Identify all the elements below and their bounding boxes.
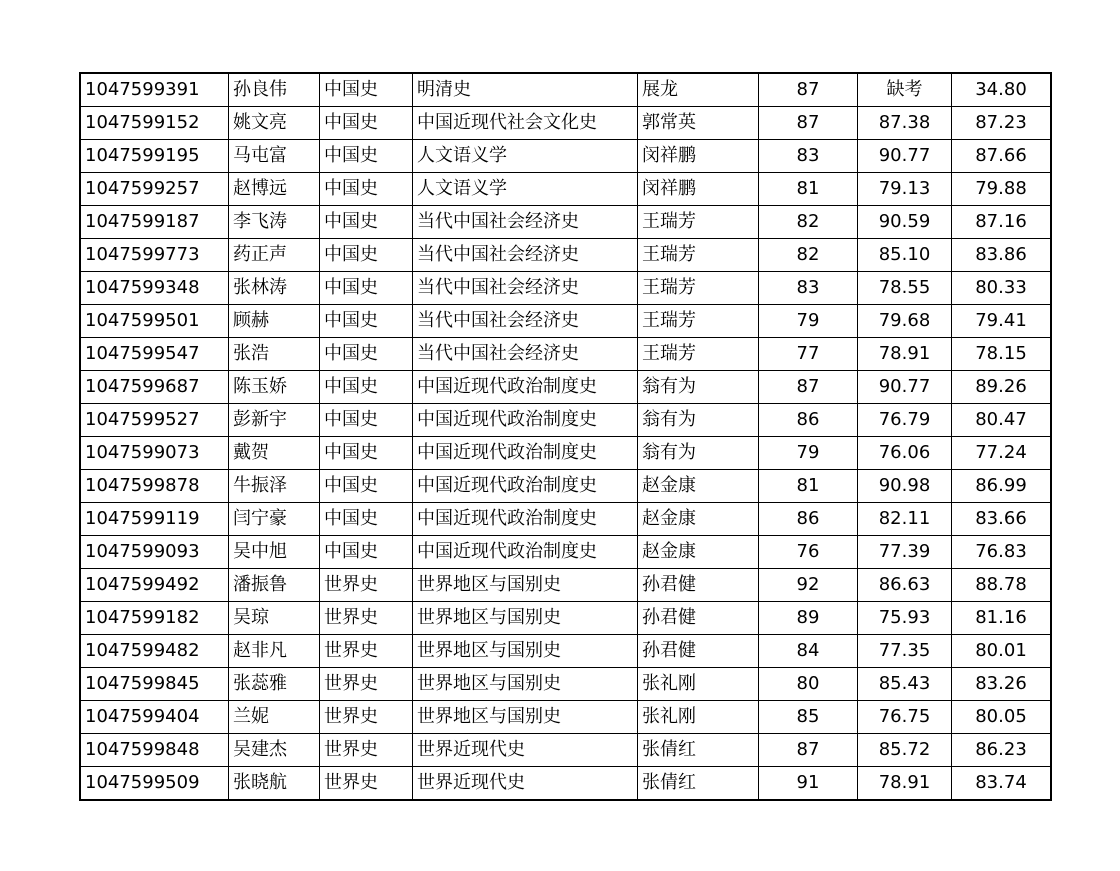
interview-score-cell: 缺考 (858, 73, 952, 107)
student-name-cell: 张蕊雅 (229, 668, 320, 701)
table-row (80, 305, 1051, 338)
advisor-cell: 翁有为 (638, 437, 759, 470)
written-score-cell: 80 (759, 668, 858, 701)
research-direction-cell: 中国近现代政治制度史 (413, 503, 638, 536)
subject-cell: 中国史 (320, 371, 413, 404)
student-name-cell: 陈玉娇 (229, 371, 320, 404)
table-row (80, 734, 1051, 767)
advisor-cell: 闵祥鹏 (638, 140, 759, 173)
advisor-cell: 张倩红 (638, 767, 759, 801)
total-score-cell: 77.24 (952, 437, 1052, 470)
student-id-cell: 1047599391 (80, 73, 229, 107)
student-id-cell: 1047599845 (80, 668, 229, 701)
advisor-cell: 孙君健 (638, 602, 759, 635)
subject-cell: 中国史 (320, 437, 413, 470)
interview-score-cell: 85.43 (858, 668, 952, 701)
total-score-cell: 80.33 (952, 272, 1052, 305)
research-direction-cell: 世界地区与国别史 (413, 602, 638, 635)
advisor-cell: 王瑞芳 (638, 206, 759, 239)
subject-cell: 中国史 (320, 107, 413, 140)
written-score-cell: 82 (759, 206, 858, 239)
research-direction-cell: 当代中国社会经济史 (413, 206, 638, 239)
table-row (80, 206, 1051, 239)
subject-cell: 世界史 (320, 701, 413, 734)
interview-score-cell: 90.77 (858, 140, 952, 173)
total-score-cell: 89.26 (952, 371, 1052, 404)
subject-cell: 中国史 (320, 338, 413, 371)
student-id-cell: 1047599187 (80, 206, 229, 239)
subject-cell: 世界史 (320, 734, 413, 767)
total-score-cell: 87.66 (952, 140, 1052, 173)
student-id-cell: 1047599773 (80, 239, 229, 272)
interview-score-cell: 90.98 (858, 470, 952, 503)
total-score-cell: 78.15 (952, 338, 1052, 371)
total-score-cell: 86.99 (952, 470, 1052, 503)
student-name-cell: 李飞涛 (229, 206, 320, 239)
written-score-cell: 89 (759, 602, 858, 635)
student-id-cell: 1047599482 (80, 635, 229, 668)
advisor-cell: 张礼刚 (638, 701, 759, 734)
table-row (80, 536, 1051, 569)
subject-cell: 中国史 (320, 305, 413, 338)
student-id-cell: 1047599492 (80, 569, 229, 602)
interview-score-cell: 75.93 (858, 602, 952, 635)
interview-score-cell: 86.63 (858, 569, 952, 602)
table-row (80, 569, 1051, 602)
student-id-cell: 1047599073 (80, 437, 229, 470)
student-name-cell: 赵非凡 (229, 635, 320, 668)
interview-score-cell: 85.72 (858, 734, 952, 767)
total-score-cell: 79.41 (952, 305, 1052, 338)
table-row (80, 635, 1051, 668)
table-row (80, 437, 1051, 470)
student-name-cell: 药正声 (229, 239, 320, 272)
interview-score-cell: 76.75 (858, 701, 952, 734)
table-row (80, 404, 1051, 437)
research-direction-cell: 世界地区与国别史 (413, 635, 638, 668)
research-direction-cell: 当代中国社会经济史 (413, 338, 638, 371)
advisor-cell: 郭常英 (638, 107, 759, 140)
student-name-cell: 吴中旭 (229, 536, 320, 569)
table-row (80, 338, 1051, 371)
interview-score-cell: 79.68 (858, 305, 952, 338)
total-score-cell: 83.74 (952, 767, 1052, 801)
written-score-cell: 84 (759, 635, 858, 668)
research-direction-cell: 世界近现代史 (413, 767, 638, 801)
research-direction-cell: 世界地区与国别史 (413, 701, 638, 734)
student-name-cell: 张浩 (229, 338, 320, 371)
subject-cell: 中国史 (320, 140, 413, 173)
research-direction-cell: 当代中国社会经济史 (413, 305, 638, 338)
interview-score-cell: 77.35 (858, 635, 952, 668)
advisor-cell: 张倩红 (638, 734, 759, 767)
written-score-cell: 79 (759, 437, 858, 470)
table-row (80, 371, 1051, 404)
research-direction-cell: 人文语义学 (413, 140, 638, 173)
total-score-cell: 83.86 (952, 239, 1052, 272)
research-direction-cell: 当代中国社会经济史 (413, 272, 638, 305)
total-score-cell: 83.26 (952, 668, 1052, 701)
subject-cell: 中国史 (320, 239, 413, 272)
student-id-cell: 1047599547 (80, 338, 229, 371)
subject-cell: 中国史 (320, 536, 413, 569)
research-direction-cell: 世界地区与国别史 (413, 569, 638, 602)
student-name-cell: 赵博远 (229, 173, 320, 206)
research-direction-cell: 中国近现代政治制度史 (413, 470, 638, 503)
interview-score-cell: 90.77 (858, 371, 952, 404)
subject-cell: 中国史 (320, 470, 413, 503)
advisor-cell: 王瑞芳 (638, 338, 759, 371)
advisor-cell: 赵金康 (638, 536, 759, 569)
total-score-cell: 87.23 (952, 107, 1052, 140)
interview-score-cell: 78.91 (858, 767, 952, 801)
research-direction-cell: 世界地区与国别史 (413, 668, 638, 701)
table-row (80, 272, 1051, 305)
student-id-cell: 1047599848 (80, 734, 229, 767)
subject-cell: 中国史 (320, 173, 413, 206)
written-score-cell: 86 (759, 503, 858, 536)
total-score-cell: 83.66 (952, 503, 1052, 536)
student-name-cell: 吴琼 (229, 602, 320, 635)
advisor-cell: 闵祥鹏 (638, 173, 759, 206)
student-name-cell: 孙良伟 (229, 73, 320, 107)
total-score-cell: 81.16 (952, 602, 1052, 635)
student-name-cell: 吴建杰 (229, 734, 320, 767)
table-row (80, 470, 1051, 503)
student-id-cell: 1047599182 (80, 602, 229, 635)
subject-cell: 世界史 (320, 602, 413, 635)
advisor-cell: 赵金康 (638, 503, 759, 536)
subject-cell: 世界史 (320, 767, 413, 801)
student-name-cell: 姚文亮 (229, 107, 320, 140)
written-score-cell: 87 (759, 371, 858, 404)
table-row (80, 73, 1051, 107)
subject-cell: 中国史 (320, 73, 413, 107)
student-id-cell: 1047599687 (80, 371, 229, 404)
written-score-cell: 91 (759, 767, 858, 801)
table-row (80, 173, 1051, 206)
subject-cell: 世界史 (320, 569, 413, 602)
student-id-cell: 1047599404 (80, 701, 229, 734)
student-id-cell: 1047599195 (80, 140, 229, 173)
written-score-cell: 83 (759, 272, 858, 305)
total-score-cell: 87.16 (952, 206, 1052, 239)
advisor-cell: 翁有为 (638, 371, 759, 404)
interview-score-cell: 79.13 (858, 173, 952, 206)
total-score-cell: 76.83 (952, 536, 1052, 569)
subject-cell: 中国史 (320, 404, 413, 437)
score-table (79, 72, 1052, 801)
student-name-cell: 彭新宇 (229, 404, 320, 437)
student-id-cell: 1047599527 (80, 404, 229, 437)
advisor-cell: 王瑞芳 (638, 272, 759, 305)
written-score-cell: 82 (759, 239, 858, 272)
student-id-cell: 1047599119 (80, 503, 229, 536)
written-score-cell: 77 (759, 338, 858, 371)
research-direction-cell: 中国近现代社会文化史 (413, 107, 638, 140)
total-score-cell: 88.78 (952, 569, 1052, 602)
research-direction-cell: 人文语义学 (413, 173, 638, 206)
table-row (80, 503, 1051, 536)
advisor-cell: 孙君健 (638, 569, 759, 602)
table-row (80, 767, 1051, 801)
total-score-cell: 80.47 (952, 404, 1052, 437)
subject-cell: 中国史 (320, 503, 413, 536)
student-id-cell: 1047599501 (80, 305, 229, 338)
advisor-cell: 赵金康 (638, 470, 759, 503)
subject-cell: 世界史 (320, 668, 413, 701)
written-score-cell: 85 (759, 701, 858, 734)
total-score-cell: 86.23 (952, 734, 1052, 767)
student-name-cell: 顾赫 (229, 305, 320, 338)
interview-score-cell: 76.06 (858, 437, 952, 470)
table-row (80, 239, 1051, 272)
total-score-cell: 34.80 (952, 73, 1052, 107)
student-name-cell: 张晓航 (229, 767, 320, 801)
interview-score-cell: 76.79 (858, 404, 952, 437)
table-row (80, 602, 1051, 635)
written-score-cell: 87 (759, 107, 858, 140)
student-id-cell: 1047599878 (80, 470, 229, 503)
total-score-cell: 79.88 (952, 173, 1052, 206)
total-score-cell: 80.05 (952, 701, 1052, 734)
interview-score-cell: 87.38 (858, 107, 952, 140)
advisor-cell: 孙君健 (638, 635, 759, 668)
table-row (80, 668, 1051, 701)
advisor-cell: 王瑞芳 (638, 239, 759, 272)
research-direction-cell: 中国近现代政治制度史 (413, 437, 638, 470)
written-score-cell: 92 (759, 569, 858, 602)
student-id-cell: 1047599348 (80, 272, 229, 305)
written-score-cell: 87 (759, 734, 858, 767)
advisor-cell: 张礼刚 (638, 668, 759, 701)
research-direction-cell: 中国近现代政治制度史 (413, 404, 638, 437)
subject-cell: 世界史 (320, 635, 413, 668)
total-score-cell: 80.01 (952, 635, 1052, 668)
interview-score-cell: 78.55 (858, 272, 952, 305)
research-direction-cell: 当代中国社会经济史 (413, 239, 638, 272)
interview-score-cell: 82.11 (858, 503, 952, 536)
written-score-cell: 87 (759, 73, 858, 107)
written-score-cell: 83 (759, 140, 858, 173)
student-id-cell: 1047599152 (80, 107, 229, 140)
advisor-cell: 翁有为 (638, 404, 759, 437)
research-direction-cell: 世界近现代史 (413, 734, 638, 767)
advisor-cell: 展龙 (638, 73, 759, 107)
student-id-cell: 1047599509 (80, 767, 229, 801)
table-body (80, 73, 1051, 800)
student-name-cell: 闫宁豪 (229, 503, 320, 536)
written-score-cell: 76 (759, 536, 858, 569)
subject-cell: 中国史 (320, 272, 413, 305)
student-id-cell: 1047599093 (80, 536, 229, 569)
student-id-cell: 1047599257 (80, 173, 229, 206)
interview-score-cell: 78.91 (858, 338, 952, 371)
research-direction-cell: 中国近现代政治制度史 (413, 536, 638, 569)
student-name-cell: 马屯富 (229, 140, 320, 173)
advisor-cell: 王瑞芳 (638, 305, 759, 338)
student-name-cell: 潘振鲁 (229, 569, 320, 602)
written-score-cell: 86 (759, 404, 858, 437)
subject-cell: 中国史 (320, 206, 413, 239)
interview-score-cell: 77.39 (858, 536, 952, 569)
table-row (80, 140, 1051, 173)
written-score-cell: 79 (759, 305, 858, 338)
student-name-cell: 兰妮 (229, 701, 320, 734)
table-row (80, 107, 1051, 140)
interview-score-cell: 85.10 (858, 239, 952, 272)
student-name-cell: 牛振泽 (229, 470, 320, 503)
student-name-cell: 张林涛 (229, 272, 320, 305)
written-score-cell: 81 (759, 173, 858, 206)
research-direction-cell: 明清史 (413, 73, 638, 107)
student-name-cell: 戴贺 (229, 437, 320, 470)
written-score-cell: 81 (759, 470, 858, 503)
table-row (80, 701, 1051, 734)
research-direction-cell: 中国近现代政治制度史 (413, 371, 638, 404)
interview-score-cell: 90.59 (858, 206, 952, 239)
